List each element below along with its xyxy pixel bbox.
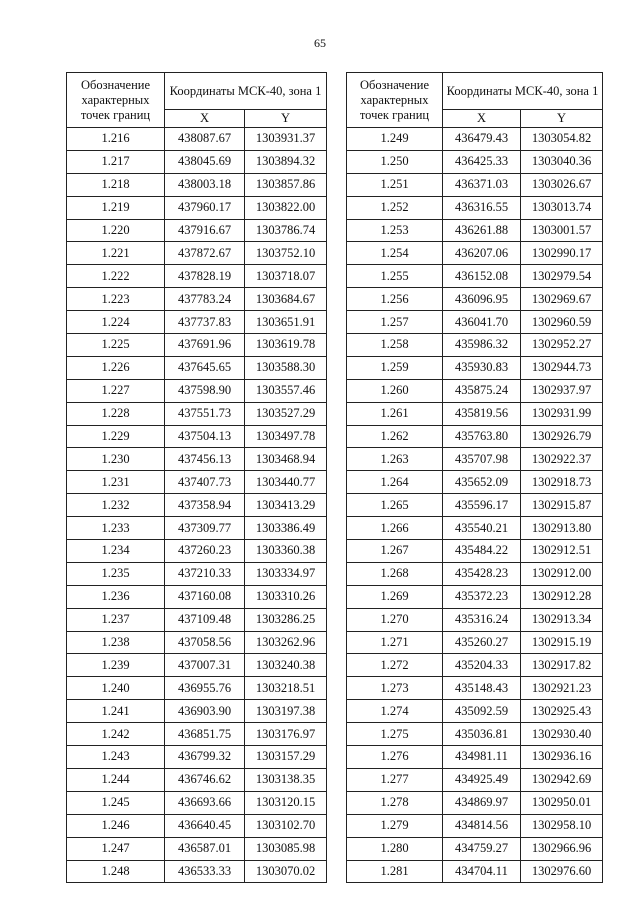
y-coordinate-cell: 1302958.10 bbox=[521, 814, 603, 837]
x-coordinate-cell: 437309.77 bbox=[165, 517, 245, 540]
point-id-cell: 1.274 bbox=[347, 700, 443, 723]
point-id-cell: 1.224 bbox=[67, 311, 165, 334]
y-coordinate-cell: 1302921.23 bbox=[521, 677, 603, 700]
x-coordinate-cell: 435763.80 bbox=[443, 425, 521, 448]
x-coordinate-cell: 437058.56 bbox=[165, 631, 245, 654]
point-id-cell: 1.245 bbox=[67, 791, 165, 814]
y-coordinate-cell: 1303931.37 bbox=[245, 128, 327, 151]
y-coordinate-cell: 1302931.99 bbox=[521, 402, 603, 425]
point-id-cell: 1.259 bbox=[347, 356, 443, 379]
x-coordinate-cell: 436041.70 bbox=[443, 311, 521, 334]
x-coordinate-cell: 436903.90 bbox=[165, 700, 245, 723]
x-coordinate-cell: 437210.33 bbox=[165, 562, 245, 585]
y-coordinate-cell: 1303468.94 bbox=[245, 448, 327, 471]
table-row bbox=[347, 540, 603, 563]
y-coordinate-cell: 1303085.98 bbox=[245, 837, 327, 860]
table-row bbox=[67, 448, 327, 471]
table-row bbox=[347, 150, 603, 173]
x-coordinate-cell: 437691.96 bbox=[165, 334, 245, 357]
point-id-cell: 1.266 bbox=[347, 517, 443, 540]
y-coordinate-cell: 1303651.91 bbox=[245, 311, 327, 334]
point-id-cell: 1.272 bbox=[347, 654, 443, 677]
x-coordinate-cell: 437645.65 bbox=[165, 356, 245, 379]
point-id-cell: 1.278 bbox=[347, 791, 443, 814]
y-coordinate-cell: 1302913.80 bbox=[521, 517, 603, 540]
x-coordinate-cell: 437960.17 bbox=[165, 196, 245, 219]
table-row bbox=[347, 837, 603, 860]
point-id-cell: 1.244 bbox=[67, 768, 165, 791]
point-id-cell: 1.273 bbox=[347, 677, 443, 700]
point-id-cell: 1.236 bbox=[67, 585, 165, 608]
point-id-cell: 1.267 bbox=[347, 540, 443, 563]
y-coordinate-cell: 1303286.25 bbox=[245, 608, 327, 631]
point-id-cell: 1.240 bbox=[67, 677, 165, 700]
x-coordinate-cell: 437358.94 bbox=[165, 494, 245, 517]
x-coordinate-cell: 435036.81 bbox=[443, 723, 521, 746]
table-row bbox=[347, 746, 603, 769]
point-id-cell: 1.277 bbox=[347, 768, 443, 791]
point-id-cell: 1.230 bbox=[67, 448, 165, 471]
y-coordinate-cell: 1302915.19 bbox=[521, 631, 603, 654]
x-coordinate-cell: 435930.83 bbox=[443, 356, 521, 379]
y-coordinate-cell: 1303557.46 bbox=[245, 379, 327, 402]
y-coordinate-cell: 1302913.34 bbox=[521, 608, 603, 631]
table-row bbox=[67, 196, 327, 219]
point-id-cell: 1.251 bbox=[347, 173, 443, 196]
point-id-cell: 1.218 bbox=[67, 173, 165, 196]
table-row bbox=[67, 860, 327, 883]
point-id-cell: 1.250 bbox=[347, 150, 443, 173]
x-coordinate-cell: 436587.01 bbox=[165, 837, 245, 860]
x-coordinate-cell: 435092.59 bbox=[443, 700, 521, 723]
point-id-cell: 1.281 bbox=[347, 860, 443, 883]
point-id-cell: 1.257 bbox=[347, 311, 443, 334]
x-coordinate-cell: 434759.27 bbox=[443, 837, 521, 860]
point-id-cell: 1.216 bbox=[67, 128, 165, 151]
table-row bbox=[347, 356, 603, 379]
x-coordinate-cell: 437737.83 bbox=[165, 311, 245, 334]
table-row bbox=[67, 562, 327, 585]
x-coordinate-cell: 437872.67 bbox=[165, 242, 245, 265]
y-coordinate-cell: 1303894.32 bbox=[245, 150, 327, 173]
point-id-cell: 1.241 bbox=[67, 700, 165, 723]
table-row bbox=[347, 288, 603, 311]
y-coordinate-cell: 1303240.38 bbox=[245, 654, 327, 677]
table-row bbox=[347, 173, 603, 196]
y-coordinate-cell: 1303718.07 bbox=[245, 265, 327, 288]
point-id-cell: 1.226 bbox=[67, 356, 165, 379]
table-row bbox=[67, 631, 327, 654]
x-coordinate-cell: 436640.45 bbox=[165, 814, 245, 837]
table-row bbox=[67, 654, 327, 677]
y-coordinate-cell: 1303619.78 bbox=[245, 334, 327, 357]
table-row bbox=[347, 242, 603, 265]
table-row bbox=[347, 334, 603, 357]
y-coordinate-cell: 1302912.00 bbox=[521, 562, 603, 585]
table-row bbox=[67, 402, 327, 425]
x-coordinate-cell: 436851.75 bbox=[165, 723, 245, 746]
x-coordinate-cell: 436261.88 bbox=[443, 219, 521, 242]
table-row bbox=[67, 150, 327, 173]
point-id-cell: 1.221 bbox=[67, 242, 165, 265]
point-id-cell: 1.222 bbox=[67, 265, 165, 288]
y-coordinate-cell: 1303013.74 bbox=[521, 196, 603, 219]
point-id-cell: 1.228 bbox=[67, 402, 165, 425]
table-row bbox=[347, 471, 603, 494]
table-row bbox=[67, 265, 327, 288]
table-row bbox=[67, 173, 327, 196]
x-coordinate-cell: 436479.43 bbox=[443, 128, 521, 151]
table-row bbox=[347, 631, 603, 654]
table-row bbox=[67, 379, 327, 402]
table-row bbox=[67, 585, 327, 608]
table-row bbox=[347, 265, 603, 288]
table-row bbox=[67, 288, 327, 311]
x-coordinate-cell: 436207.06 bbox=[443, 242, 521, 265]
y-coordinate-cell: 1303684.67 bbox=[245, 288, 327, 311]
point-id-cell: 1.239 bbox=[67, 654, 165, 677]
coordinates-table-left bbox=[66, 72, 327, 883]
x-coordinate-cell: 435204.33 bbox=[443, 654, 521, 677]
table-row bbox=[67, 814, 327, 837]
point-id-cell: 1.252 bbox=[347, 196, 443, 219]
y-coordinate-cell: 1303497.78 bbox=[245, 425, 327, 448]
y-coordinate-cell: 1303102.70 bbox=[245, 814, 327, 837]
y-coordinate-cell: 1302930.40 bbox=[521, 723, 603, 746]
point-id-cell: 1.217 bbox=[67, 150, 165, 173]
x-header: X bbox=[165, 110, 245, 128]
point-id-cell: 1.233 bbox=[67, 517, 165, 540]
x-coordinate-cell: 437504.13 bbox=[165, 425, 245, 448]
table-row bbox=[67, 677, 327, 700]
point-id-cell: 1.246 bbox=[67, 814, 165, 837]
y-coordinate-cell: 1303310.26 bbox=[245, 585, 327, 608]
x-coordinate-cell: 435260.27 bbox=[443, 631, 521, 654]
table-row bbox=[347, 791, 603, 814]
table-row bbox=[67, 791, 327, 814]
point-id-cell: 1.269 bbox=[347, 585, 443, 608]
y-coordinate-cell: 1303386.49 bbox=[245, 517, 327, 540]
table-row bbox=[67, 608, 327, 631]
x-coordinate-cell: 434981.11 bbox=[443, 746, 521, 769]
y-coordinate-cell: 1302912.51 bbox=[521, 540, 603, 563]
x-coordinate-cell: 438087.67 bbox=[165, 128, 245, 151]
table-row bbox=[347, 311, 603, 334]
y-coordinate-cell: 1303070.02 bbox=[245, 860, 327, 883]
y-coordinate-cell: 1303157.29 bbox=[245, 746, 327, 769]
table-row bbox=[67, 494, 327, 517]
table-row bbox=[67, 471, 327, 494]
y-coordinate-cell: 1303040.36 bbox=[521, 150, 603, 173]
x-coordinate-cell: 436371.03 bbox=[443, 173, 521, 196]
table-row bbox=[347, 494, 603, 517]
point-id-cell: 1.225 bbox=[67, 334, 165, 357]
y-coordinate-cell: 1302926.79 bbox=[521, 425, 603, 448]
y-coordinate-cell: 1303440.77 bbox=[245, 471, 327, 494]
x-coordinate-cell: 438045.69 bbox=[165, 150, 245, 173]
y-coordinate-cell: 1303413.29 bbox=[245, 494, 327, 517]
table-row bbox=[347, 196, 603, 219]
y-coordinate-cell: 1303752.10 bbox=[245, 242, 327, 265]
point-id-cell: 1.275 bbox=[347, 723, 443, 746]
x-coordinate-cell: 436316.55 bbox=[443, 196, 521, 219]
y-coordinate-cell: 1302918.73 bbox=[521, 471, 603, 494]
table-row bbox=[347, 608, 603, 631]
x-coordinate-cell: 437456.13 bbox=[165, 448, 245, 471]
point-id-cell: 1.262 bbox=[347, 425, 443, 448]
y-coordinate-cell: 1302979.54 bbox=[521, 265, 603, 288]
table-row bbox=[347, 723, 603, 746]
point-id-cell: 1.254 bbox=[347, 242, 443, 265]
table-row bbox=[347, 814, 603, 837]
coordinates-header: Координаты МСК-40, зона 1 bbox=[165, 73, 327, 110]
table-row bbox=[67, 837, 327, 860]
y-coordinate-cell: 1303334.97 bbox=[245, 562, 327, 585]
x-coordinate-cell: 435372.23 bbox=[443, 585, 521, 608]
x-coordinate-cell: 437407.73 bbox=[165, 471, 245, 494]
x-coordinate-cell: 436799.32 bbox=[165, 746, 245, 769]
x-coordinate-cell: 435428.23 bbox=[443, 562, 521, 585]
table-row bbox=[67, 700, 327, 723]
y-coordinate-cell: 1303822.00 bbox=[245, 196, 327, 219]
y-coordinate-cell: 1303218.51 bbox=[245, 677, 327, 700]
point-id-cell: 1.270 bbox=[347, 608, 443, 631]
x-coordinate-cell: 435707.98 bbox=[443, 448, 521, 471]
x-coordinate-cell: 435316.24 bbox=[443, 608, 521, 631]
table-row bbox=[67, 723, 327, 746]
table-row bbox=[347, 402, 603, 425]
y-coordinate-cell: 1302917.82 bbox=[521, 654, 603, 677]
point-id-cell: 1.249 bbox=[347, 128, 443, 151]
x-coordinate-cell: 434814.56 bbox=[443, 814, 521, 837]
point-id-cell: 1.256 bbox=[347, 288, 443, 311]
x-coordinate-cell: 435875.24 bbox=[443, 379, 521, 402]
point-id-cell: 1.243 bbox=[67, 746, 165, 769]
y-coordinate-cell: 1302990.17 bbox=[521, 242, 603, 265]
y-coordinate-cell: 1302942.69 bbox=[521, 768, 603, 791]
point-id-cell: 1.238 bbox=[67, 631, 165, 654]
x-coordinate-cell: 436152.08 bbox=[443, 265, 521, 288]
x-coordinate-cell: 436425.33 bbox=[443, 150, 521, 173]
table-row bbox=[347, 585, 603, 608]
table-row bbox=[67, 311, 327, 334]
point-id-cell: 1.235 bbox=[67, 562, 165, 585]
y-coordinate-cell: 1302915.87 bbox=[521, 494, 603, 517]
table-row bbox=[347, 425, 603, 448]
point-id-cell: 1.219 bbox=[67, 196, 165, 219]
y-coordinate-cell: 1302922.37 bbox=[521, 448, 603, 471]
point-id-cell: 1.234 bbox=[67, 540, 165, 563]
x-coordinate-cell: 435484.22 bbox=[443, 540, 521, 563]
y-coordinate-cell: 1303857.86 bbox=[245, 173, 327, 196]
table-row bbox=[67, 746, 327, 769]
point-id-cell: 1.229 bbox=[67, 425, 165, 448]
y-coordinate-cell: 1302960.59 bbox=[521, 311, 603, 334]
table-row bbox=[347, 379, 603, 402]
point-id-cell: 1.223 bbox=[67, 288, 165, 311]
table-row bbox=[347, 128, 603, 151]
point-id-cell: 1.231 bbox=[67, 471, 165, 494]
table-row bbox=[347, 654, 603, 677]
point-id-cell: 1.248 bbox=[67, 860, 165, 883]
y-coordinate-cell: 1302936.16 bbox=[521, 746, 603, 769]
point-id-cell: 1.258 bbox=[347, 334, 443, 357]
table-row bbox=[347, 562, 603, 585]
x-coordinate-cell: 436096.95 bbox=[443, 288, 521, 311]
point-id-cell: 1.255 bbox=[347, 265, 443, 288]
point-id-cell: 1.247 bbox=[67, 837, 165, 860]
table-row bbox=[347, 448, 603, 471]
point-id-cell: 1.232 bbox=[67, 494, 165, 517]
point-id-cell: 1.260 bbox=[347, 379, 443, 402]
coordinates-header: Координаты МСК-40, зона 1 bbox=[443, 73, 603, 110]
table-row bbox=[67, 219, 327, 242]
y-coordinate-cell: 1303054.82 bbox=[521, 128, 603, 151]
x-coordinate-cell: 435540.21 bbox=[443, 517, 521, 540]
x-coordinate-cell: 435148.43 bbox=[443, 677, 521, 700]
x-coordinate-cell: 436746.62 bbox=[165, 768, 245, 791]
table-row bbox=[347, 768, 603, 791]
y-coordinate-cell: 1303176.97 bbox=[245, 723, 327, 746]
y-coordinate-cell: 1302966.96 bbox=[521, 837, 603, 860]
y-coordinate-cell: 1302937.97 bbox=[521, 379, 603, 402]
point-id-cell: 1.253 bbox=[347, 219, 443, 242]
point-id-cell: 1.242 bbox=[67, 723, 165, 746]
designation-header: Обозначение характерных точек границ bbox=[347, 73, 443, 128]
y-coordinate-cell: 1303527.29 bbox=[245, 402, 327, 425]
table-row bbox=[347, 860, 603, 883]
table-row bbox=[67, 242, 327, 265]
x-coordinate-cell: 434869.97 bbox=[443, 791, 521, 814]
point-id-cell: 1.268 bbox=[347, 562, 443, 585]
table-row bbox=[347, 517, 603, 540]
x-header: X bbox=[443, 110, 521, 128]
table-row bbox=[347, 700, 603, 723]
designation-header: Обозначение характерных точек границ bbox=[67, 73, 165, 128]
y-coordinate-cell: 1303001.57 bbox=[521, 219, 603, 242]
y-coordinate-cell: 1302969.67 bbox=[521, 288, 603, 311]
table-row bbox=[347, 677, 603, 700]
y-header: Y bbox=[521, 110, 603, 128]
y-coordinate-cell: 1302925.43 bbox=[521, 700, 603, 723]
x-coordinate-cell: 437160.08 bbox=[165, 585, 245, 608]
y-coordinate-cell: 1303588.30 bbox=[245, 356, 327, 379]
x-coordinate-cell: 435652.09 bbox=[443, 471, 521, 494]
y-coordinate-cell: 1302950.01 bbox=[521, 791, 603, 814]
x-coordinate-cell: 436693.66 bbox=[165, 791, 245, 814]
y-coordinate-cell: 1303197.38 bbox=[245, 700, 327, 723]
x-coordinate-cell: 434704.11 bbox=[443, 860, 521, 883]
x-coordinate-cell: 434925.49 bbox=[443, 768, 521, 791]
point-id-cell: 1.276 bbox=[347, 746, 443, 769]
table-row bbox=[67, 334, 327, 357]
table-row bbox=[67, 425, 327, 448]
y-coordinate-cell: 1303262.96 bbox=[245, 631, 327, 654]
x-coordinate-cell: 435819.56 bbox=[443, 402, 521, 425]
x-coordinate-cell: 438003.18 bbox=[165, 173, 245, 196]
table-row bbox=[347, 219, 603, 242]
point-id-cell: 1.227 bbox=[67, 379, 165, 402]
y-coordinate-cell: 1303786.74 bbox=[245, 219, 327, 242]
x-coordinate-cell: 436533.33 bbox=[165, 860, 245, 883]
y-coordinate-cell: 1303138.35 bbox=[245, 768, 327, 791]
point-id-cell: 1.263 bbox=[347, 448, 443, 471]
y-coordinate-cell: 1303120.15 bbox=[245, 791, 327, 814]
x-coordinate-cell: 437109.48 bbox=[165, 608, 245, 631]
point-id-cell: 1.265 bbox=[347, 494, 443, 517]
y-coordinate-cell: 1302944.73 bbox=[521, 356, 603, 379]
point-id-cell: 1.279 bbox=[347, 814, 443, 837]
table-row bbox=[67, 128, 327, 151]
x-coordinate-cell: 435596.17 bbox=[443, 494, 521, 517]
x-coordinate-cell: 437828.19 bbox=[165, 265, 245, 288]
point-id-cell: 1.264 bbox=[347, 471, 443, 494]
table-row bbox=[67, 517, 327, 540]
x-coordinate-cell: 437598.90 bbox=[165, 379, 245, 402]
point-id-cell: 1.261 bbox=[347, 402, 443, 425]
table-row bbox=[67, 356, 327, 379]
x-coordinate-cell: 437783.24 bbox=[165, 288, 245, 311]
point-id-cell: 1.280 bbox=[347, 837, 443, 860]
x-coordinate-cell: 437916.67 bbox=[165, 219, 245, 242]
page-number: 65 bbox=[314, 36, 326, 50]
x-coordinate-cell: 436955.76 bbox=[165, 677, 245, 700]
y-header: Y bbox=[245, 110, 327, 128]
coordinates-table-right bbox=[346, 72, 603, 883]
y-coordinate-cell: 1302912.28 bbox=[521, 585, 603, 608]
table-row bbox=[67, 540, 327, 563]
y-coordinate-cell: 1302952.27 bbox=[521, 334, 603, 357]
point-id-cell: 1.237 bbox=[67, 608, 165, 631]
point-id-cell: 1.271 bbox=[347, 631, 443, 654]
x-coordinate-cell: 437007.31 bbox=[165, 654, 245, 677]
y-coordinate-cell: 1303026.67 bbox=[521, 173, 603, 196]
x-coordinate-cell: 437260.23 bbox=[165, 540, 245, 563]
x-coordinate-cell: 435986.32 bbox=[443, 334, 521, 357]
y-coordinate-cell: 1303360.38 bbox=[245, 540, 327, 563]
point-id-cell: 1.220 bbox=[67, 219, 165, 242]
y-coordinate-cell: 1302976.60 bbox=[521, 860, 603, 883]
x-coordinate-cell: 437551.73 bbox=[165, 402, 245, 425]
table-row bbox=[67, 768, 327, 791]
